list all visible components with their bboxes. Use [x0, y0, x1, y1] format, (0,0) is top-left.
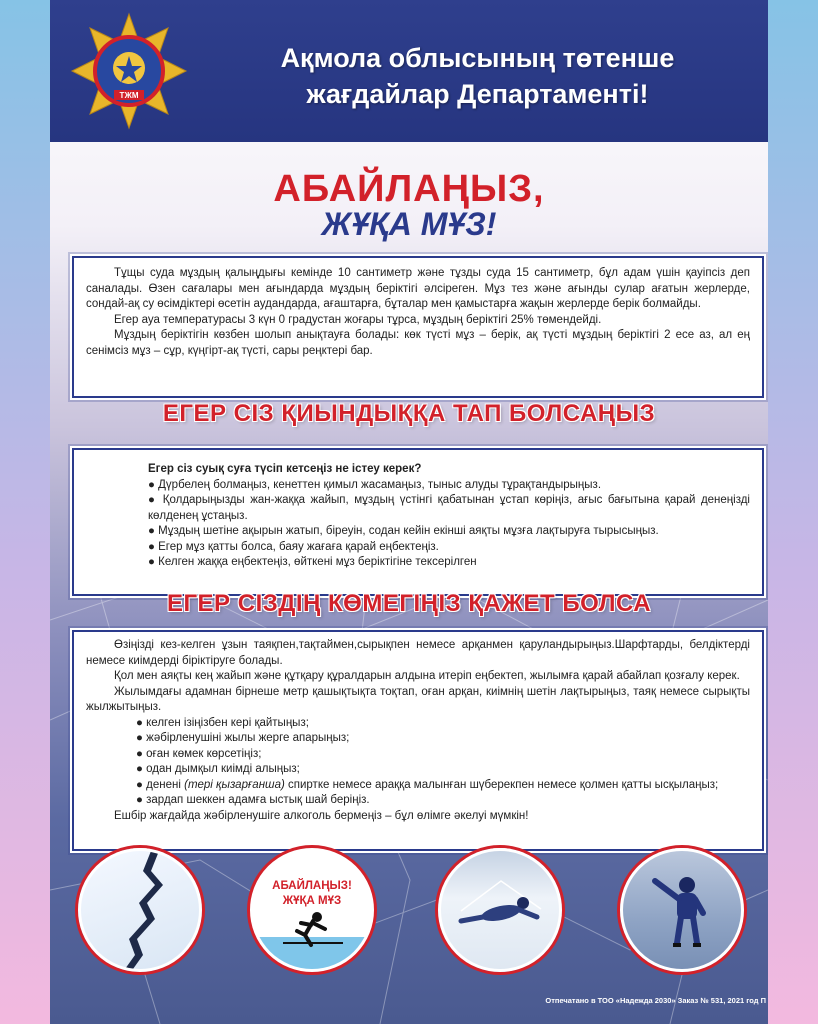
- list-item: ● Мұздың шетіне ақырын жатып, біреуін, содан кейін екінші аяқты мұзға лақтыруға тырысыңыз.: [148, 525, 659, 537]
- list-item: ● Егер мұз қатты болса, баяу жағаға қарай еңбектеңіз.: [148, 540, 439, 553]
- self-rescue-question: Егер сіз суық суға түсіп кетсеңіз не істеу керек?: [148, 463, 422, 475]
- list-item: [86, 778, 750, 794]
- poster: [50, 0, 768, 1024]
- section-title-trouble: ЕГЕР СІЗ ҚИЫНДЫҚҚА ТАП БОЛСАҢЫЗ: [162, 400, 656, 427]
- emergency-department-emblem: [70, 12, 188, 130]
- rub-prefix: ● денені: [136, 778, 185, 791]
- warning-title: АБАЙЛАҢЫЗ,: [273, 168, 545, 210]
- list-item: ● оған көмек көрсетіңіз;: [136, 747, 262, 760]
- list-item: ● жәбірленушіні жылы жерге апарыңыз;: [136, 732, 350, 744]
- sign-line2: ЖҰҚА МҰЗ: [282, 895, 342, 907]
- crawling-person-icon: [441, 851, 559, 969]
- warning-subtitle: ЖҰҚА МҰЗ!: [321, 206, 497, 242]
- list-item: ● зардап шеккен адамға ыстық шай беріңіз.: [136, 794, 370, 806]
- print-note: Отпечатано в ТОО «Надежда 2030» Заказ № 531, 2021 год П: [545, 996, 766, 1005]
- self-rescue-box: [72, 448, 764, 596]
- help-final-warning: Ешбір жағдайда жәбірленушіге алкоголь бермеңіз – бұл өлімге әкелуі мүмкін!: [114, 809, 529, 822]
- help-paragraph-1: Өзіңізді кез-келген ұзын таяқпен,тақтаймен,сырықпен немесе арқанмен қаруландырыңыз.Шарфтарды, белдіктерді немесе киімдерді біріктіруге болады.: [86, 639, 750, 667]
- cracked-ice-photo: [78, 848, 202, 972]
- person-crawling-photo: [438, 848, 562, 972]
- list-item: ● Келген жаққа еңбектеңіз, өйткені мұз беріктігіне тексерілген: [148, 556, 477, 568]
- list-item: ● Қолдарыңызды жан-жаққа жайып, мұздың үстінгі қабатынан ұстап көріңіз, ағыс бағытына қарай денеңізді көлденең ұстаңыз.: [148, 494, 750, 522]
- department-title-line2: жағдайлар Департаменті!: [306, 79, 649, 109]
- header-banner: [50, 0, 768, 142]
- rub-note: (тері қызарғанша): [184, 778, 285, 791]
- list-item: ● келген ізіңізбен кері қайтыңыз;: [136, 716, 309, 729]
- intro-paragraph-2: Егер ауа температурасы 3 күн 0 градустан жоғары тұрса, мұздың беріктігі 25% төмендейді.: [114, 313, 602, 326]
- rescue-others-box: [72, 630, 764, 851]
- emblem-label: ТЖМ: [119, 91, 139, 100]
- help-paragraph-2: Қол мен аяқты кең жайып және құтқару құралдарын алдына итеріп еңбектеп, жылымға қарай абайлап қозғалу керек.: [114, 670, 740, 682]
- intro-paragraph-1: Тұщы суда мұздың қалыңдығы кемінде 10 сантиметр және тұзды суда 15 сантиметр, бұл адам үшін қауіпсіз деп саналады. Өзен сағалары мен ағындарда мұздың беріктігі әлсіреген. Мұз тез және ағынды сулар ағатын жерлерде, сондай-ақ су өсімдіктері өсетін аудандарда, ағаштарға, бұталар мен қамыстарға жақын жерлерде берік болмайды.: [86, 267, 750, 310]
- child-figure-icon: [623, 851, 741, 969]
- falling-person-icon: [253, 851, 371, 969]
- intro-paragraph-3: Мұздың беріктігін көзбен шолып анықтауға болады: көк түсті мұз – берік, ақ түсті мұздың беріктігі 2 есе аз, ал ең сенімсіз мұз – сұр, күңгірт-ақ түсті, сары реңктері бар.: [86, 329, 750, 357]
- help-paragraph-3: Жылымдағы адамнан бірнеше метр қашықтықта тоқтап, оған арқан, киімнің шетін лақтырыңыз, таяқ немесе сырықты жылжытыңыз.: [86, 685, 750, 713]
- section-title-help: ЕГЕР СІЗДІҢ КӨМЕГІҢІЗ ҚАЖЕТ БОЛСА: [166, 590, 652, 617]
- department-title: [200, 40, 755, 112]
- intro-box: [72, 256, 764, 398]
- department-title-line1: Ақмола облысының төтенше: [280, 43, 675, 73]
- child-on-ice-photo: [620, 848, 744, 972]
- sign-line1: АБАЙЛАҢЫЗ!: [272, 880, 352, 892]
- thin-ice-sign: [250, 848, 374, 972]
- rub-suffix: спиртке немесе араққа малынған шүберекпен немесе қолмен қатты ысқылаңыз;: [284, 778, 719, 791]
- ice-crack-icon: [81, 851, 199, 969]
- list-item: ● одан дымқыл киімді алыңыз;: [136, 763, 300, 775]
- list-item: ● Дүрбелең болмаңыз, кенеттен қимыл жасамаңыз, тыныс алуды тұрақтандырыңыз.: [148, 478, 602, 491]
